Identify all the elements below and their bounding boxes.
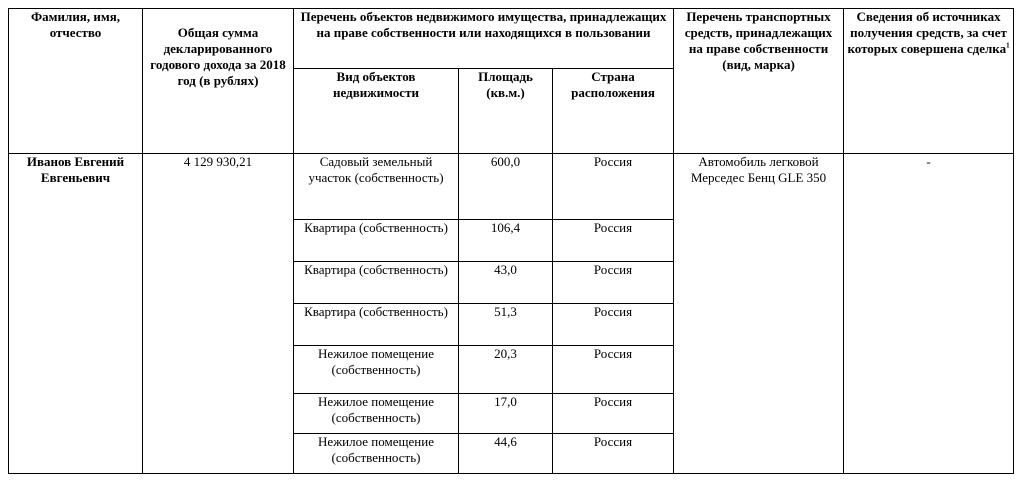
property-type: Квартира (собственность)	[294, 220, 459, 262]
property-type: Квартира (собственность)	[294, 304, 459, 346]
property-country: Россия	[553, 220, 674, 262]
property-area: 43,0	[459, 262, 553, 304]
property-type: Квартира (собственность)	[294, 262, 459, 304]
declaration-table-wrapper	[8, 8, 1014, 474]
table-row	[9, 154, 1014, 220]
property-area: 17,0	[459, 394, 553, 434]
header-realty-group: Перечень объектов недвижимого имущества, принадлежащих на праве собственности или находящихся в пользовании	[294, 9, 674, 69]
property-area: 600,0	[459, 154, 553, 220]
person-sources: -	[844, 154, 1014, 474]
header-sources	[844, 9, 1014, 154]
header-income: Общая сумма декларированного годового дохода за 2018 год (в рублях)	[143, 9, 294, 154]
person-income: 4 129 930,21	[143, 154, 294, 474]
property-area: 44,6	[459, 434, 553, 474]
property-area: 20,3	[459, 346, 553, 394]
property-country: Россия	[553, 346, 674, 394]
property-country: Россия	[553, 262, 674, 304]
property-area: 51,3	[459, 304, 553, 346]
header-realty-type: Вид объектов недвижимости	[294, 69, 459, 154]
property-country: Россия	[553, 154, 674, 220]
property-type: Нежилое помещение (собственность)	[294, 394, 459, 434]
property-type: Садовый земельный участок (собственность)	[294, 154, 459, 220]
property-area: 106,4	[459, 220, 553, 262]
header-vehicles: Перечень транспортных средств, принадлежащих на праве собственности (вид, марка)	[674, 9, 844, 154]
declaration-table	[8, 8, 1014, 474]
property-type: Нежилое помещение (собственность)	[294, 346, 459, 394]
header-realty-area: Площадь (кв.м.)	[459, 69, 553, 154]
header-realty-country: Страна расположения	[553, 69, 674, 154]
header-name: Фамилия, имя, отчество	[9, 9, 143, 154]
person-vehicle: Автомобиль легковой Мерседес Бенц GLE 350	[674, 154, 844, 474]
property-country: Россия	[553, 304, 674, 346]
property-country: Россия	[553, 394, 674, 434]
header-sources-text: Сведения об источниках получения средств, за счет которых совершена сделка	[847, 9, 1007, 56]
person-name: Иванов Евгений Евгеньевич	[9, 154, 143, 474]
footnote-marker: 1	[1006, 41, 1010, 50]
property-type: Нежилое помещение (собственность)	[294, 434, 459, 474]
property-country: Россия	[553, 434, 674, 474]
header-row-1	[9, 9, 1014, 69]
